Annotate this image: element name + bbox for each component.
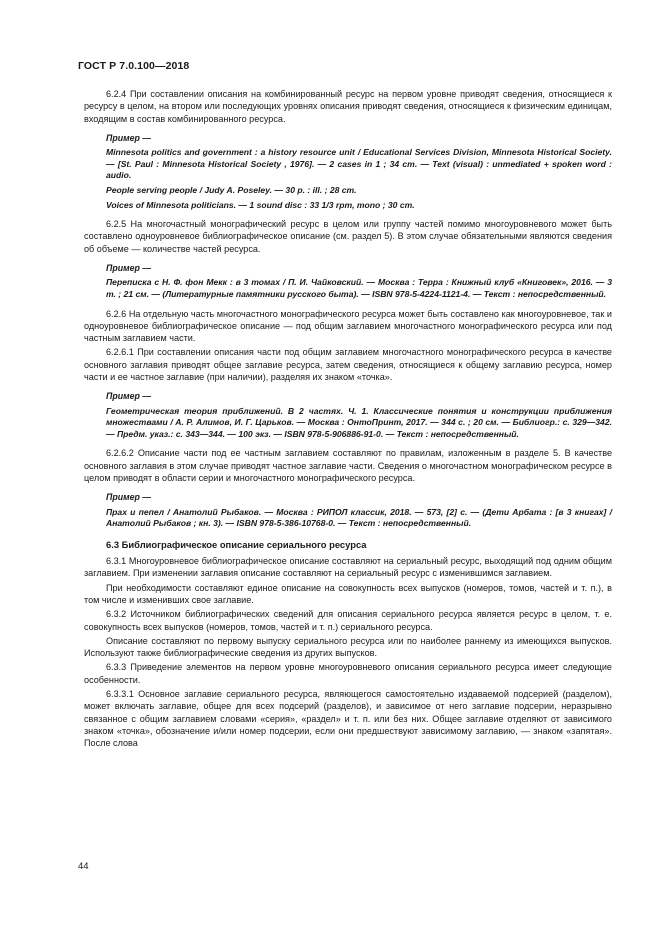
- example-entry: Minnesota politics and government : a history resource unit / Educational Services Division, Minnesota Historical Society. — [St. Paul : Minnesota Historical Society , 1976]. — 2 cases in 1 ; 34 cm. — Text (visual) : unmediated + spoken word : audio.: [106, 147, 612, 181]
- page-number: 44: [78, 861, 89, 872]
- example-entry: Переписка с Н. Ф. фон Мекк : в 3 томах / П. И. Чайковский. — Москва : Терра : Книжный клуб «Книговек», 2016. — 3 т. ; 21 см. — (Литературные памятники русского быта). — ISBN 978-5-4224-1121-4. — Текст : непосредственный.: [106, 277, 612, 299]
- paragraph-6-3-3-1: 6.3.3.1 Основное заглавие сериального ресурса, являющегося самостоятельно издаваемой подсерией (разделом), может включать заглавие, общее для всех подсерий (разделов), и зависимое от него заглавие подсерии, неразрывно связанное с общим заглавием словами «серия», «раздел» и т. п. или без них. Общее заглавие отделяют от зависимого знаком «точка», обозначение и/или номер подсерии, если они предшествуют зависимому заглавию, — знаком «запятая». После слова: [84, 689, 612, 749]
- example-block-1: [84, 147, 612, 211]
- paragraph-6-3-1: 6.3.1 Многоуровневое библиографическое описание составляют на сериальный ресурс, выходящий под одним общим заглавием. При изменении заглавия описание составляют на сериальный ресурс с изменившимся заглавием.: [84, 556, 612, 579]
- example-label: Пример —: [106, 132, 152, 143]
- paragraph-6-2-6: 6.2.6 На отдельную часть многочастного монографического ресурса может быть составлено как многоуровневое, так и одноуровневое библиографическое описание — под общим заглавием многочастного монографического ресурса или под частным заглавием части.: [84, 308, 612, 344]
- paragraph-6-3-2-continued: Описание составляют по первому выпуску сериального ресурса или по наиболее раннему из имеющихся выпусков. Используют также библиографические сведения из других выпусков.: [84, 635, 612, 659]
- paragraph-6-3-3: 6.3.3 Приведение элементов на первом уровне многоуровневого описания сериального ресурса имеет следующие особенности.: [84, 662, 612, 685]
- paragraph-6-2-6-1: 6.2.6.1 При составлении описания части под общим заглавием многочастного монографического ресурса в качестве основного заглавия приводят общее заглавие ресурса, затем сведения, относящиеся к общему заглавию ресурса, номер части и ее частное заглавие (при наличии), разделяя их знаком «точка».: [84, 347, 612, 383]
- example-entry: People serving people / Judy A. Poseley. — 30 p. : ill. ; 28 cm.: [106, 184, 357, 195]
- paragraph-6-2-5: 6.2.5 На многочастный монографический ресурс в целом или группу частей помимо многоуровневого может быть составлено одноуровневое библиографическое описание (см. раздел 5). В этом случае обязательными являются сведения об объеме — количестве частей ресурса.: [84, 219, 612, 254]
- paragraph-6-3-2: 6.3.2 Источником библиографических сведений для описания сериального ресурса является ресурс в целом, т. е. совокупность всех выпусков (номеров, томов, частей и т. п.) сериального ресурса.: [84, 609, 612, 632]
- example-label: Пример —: [106, 391, 152, 402]
- example-block-4: [84, 507, 612, 530]
- example-block-2: [84, 277, 612, 300]
- paragraph-6-2-6-2: 6.2.6.2 Описание части под ее частным заглавием составляют по правилам, изложенным в разделе 5. В качестве основного заглавия в этом случае приводят частное заглавие части. Сведения о многочастном монографическом ресурсе в целом приводят в области серии и многочастного монографического ресурса.: [84, 448, 612, 483]
- paragraph-6-3-1-continued: При необходимости составляют единое описание на совокупность всех выпусков (номеров, томов, частей и т. п.), в том числе и изменивших свое заглавие.: [84, 582, 612, 605]
- example-entry: Voices of Minnesota politicians. — 1 sound disc : 33 1/3 rpm, mono ; 30 cm.: [106, 199, 415, 210]
- example-entry: Прах и пепел / Анатолий Рыбаков. — Москва : РИПОЛ классик, 2018. — 573, [2] с. — (Дети Арбата : [в 3 книгах] / Анатолий Рыбаков ; кн. 3). — ISBN 978-5-386-10768-0. — Текст : непосредственный.: [106, 506, 612, 529]
- example-block-3: [84, 406, 612, 441]
- page-content: [84, 88, 612, 752]
- example-label: Пример —: [106, 263, 152, 274]
- paragraph-6-2-4: 6.2.4 При составлении описания на комбинированный ресурс на первом уровне приводят сведения, относящиеся к ресурсу в целом, на втором или последующих уровнях описания приводят сведения, относящиеся к физическим единицам, входящим в состав комбинированного ресурса.: [84, 89, 612, 124]
- document-header: ГОСТ Р 7.0.100—2018: [78, 60, 190, 72]
- section-heading-6-3: 6.3 Библиографическое описание сериального ресурса: [106, 538, 367, 550]
- example-label: Пример —: [106, 492, 152, 503]
- example-entry: Геометрическая теория приближений. В 2 частях. Ч. 1. Классические понятия и конструкции приближения множествами / А. Р. Алимов, И. Г. Царьков. — Москва : ОнтоПринт, 2017. — 344 с. ; 20 см. — Библиогр.: с. 329—342. — Предм. указ.: с. 343—344. — 100 экз. — ISBN 978-5-906886-91-0. — Текст : непосредственный.: [106, 405, 612, 439]
